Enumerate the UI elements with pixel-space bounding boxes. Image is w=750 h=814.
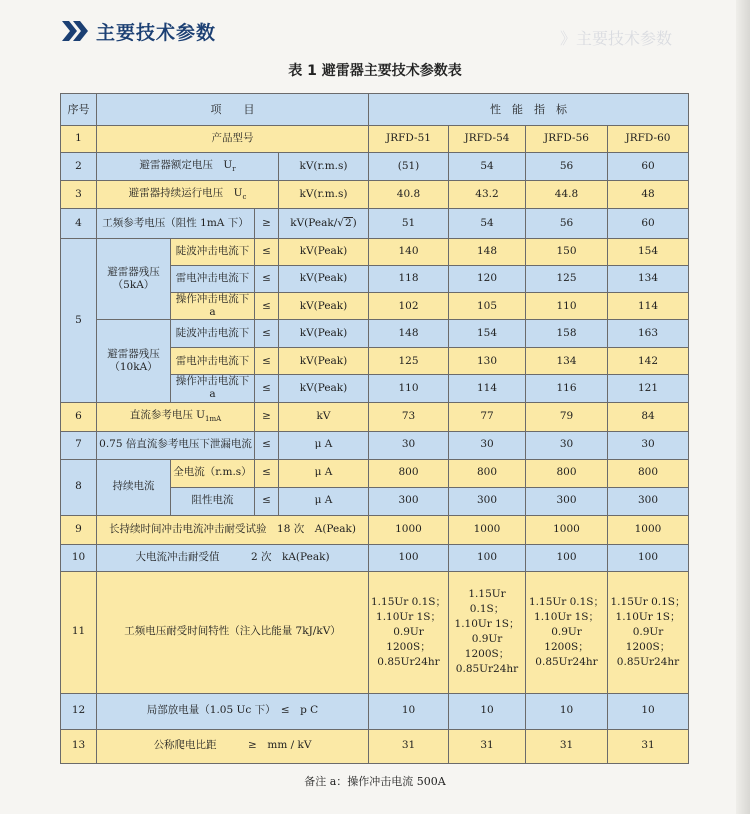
- sub-label: 阻性电流: [171, 487, 255, 515]
- value-cell: 1000: [526, 515, 608, 544]
- group-label: 避雷器残压 （10kA）: [97, 320, 171, 402]
- sub-label: 陡波冲击电流下: [171, 239, 255, 266]
- table-row: [61, 515, 689, 544]
- value-cell: 30: [449, 431, 526, 459]
- row-label: 避雷器持续运行电压 $U_c$: [97, 181, 279, 209]
- value-cell: 73: [369, 402, 449, 431]
- value-cell: 134: [608, 266, 689, 293]
- row-operator: ≤: [255, 239, 279, 266]
- bleed-through-text: 》主要技术参数: [560, 29, 673, 48]
- value-cell: 300: [608, 487, 689, 515]
- value-cell: 150: [526, 239, 608, 266]
- sub-label: 全电流（r.m.s）: [171, 459, 255, 487]
- row-operator: ≤: [255, 293, 279, 320]
- value-cell: 163: [608, 320, 689, 348]
- value-cell: 31: [608, 729, 689, 763]
- value-cell: 114: [449, 375, 526, 402]
- table-row: [61, 459, 689, 487]
- group-label: 避雷器残压 （5kA）: [97, 239, 171, 320]
- value-cell: 30: [526, 431, 608, 459]
- value-cell: 84: [608, 402, 689, 431]
- row-unit: kV(Peak): [279, 348, 369, 375]
- row-seq: 13: [61, 729, 97, 763]
- model-cell: JRFD-54: [449, 126, 526, 153]
- value-cell: 154: [608, 239, 689, 266]
- row-operator: ≤: [255, 348, 279, 375]
- row-label: 长持续时间冲击电流冲击耐受试验 18 次 A(Peak): [97, 515, 369, 544]
- row-seq: 4: [61, 209, 97, 239]
- row-unit: kV(Peak): [279, 266, 369, 293]
- value-cell: 54: [449, 209, 526, 239]
- double-chevron-icon: [62, 19, 90, 43]
- row-seq: 9: [61, 515, 97, 544]
- value-cell: 1.15Ur 0.1S； 1.10Ur 1S； 0.9Ur 1200S； 0.85Ur24hr: [526, 571, 608, 693]
- row-label: 公称爬电比距 ≥ mm / kV: [97, 729, 369, 763]
- table-title: 表 1 避雷器主要技术参数表: [288, 63, 462, 79]
- value-cell: 31: [526, 729, 608, 763]
- row-unit: kV(r.m.s): [279, 181, 369, 209]
- value-cell: 1.15Ur 0.1S； 1.10Ur 1S； 0.9Ur 1200S； 0.85Ur24hr: [449, 571, 526, 693]
- value-cell: 1000: [608, 515, 689, 544]
- row-operator: ≥: [255, 402, 279, 431]
- row-seq: 3: [61, 181, 97, 209]
- value-cell: 154: [449, 320, 526, 348]
- row-label: 0.75 倍直流参考电压下泄漏电流: [97, 431, 255, 459]
- row-label: 工频电压耐受时间特性（注入比能量 7kJ/kV）: [97, 571, 369, 693]
- value-cell: 60: [608, 209, 689, 239]
- value-cell: 110: [369, 375, 449, 402]
- value-cell: 44.8: [526, 181, 608, 209]
- value-cell: 1.15Ur 0.1S； 1.10Ur 1S； 0.9Ur 1200S； 0.85Ur24hr: [608, 571, 689, 693]
- model-cell: JRFD-56: [526, 126, 608, 153]
- value-cell: 300: [369, 487, 449, 515]
- value-cell: 800: [526, 459, 608, 487]
- tech-params-table: [60, 93, 689, 764]
- table-row: [61, 181, 689, 209]
- row-unit: kV(Peak): [279, 375, 369, 402]
- table-row: [61, 320, 689, 348]
- value-cell: 1000: [369, 515, 449, 544]
- col-seq-header: 序号: [61, 94, 97, 126]
- row-unit: kV(Peak): [279, 239, 369, 266]
- row-unit: μ A: [279, 459, 369, 487]
- value-cell: (51): [369, 153, 449, 181]
- value-cell: 60: [608, 153, 689, 181]
- value-cell: 100: [608, 544, 689, 571]
- table-row: [61, 239, 689, 266]
- row-label: 直流参考电压 $U_{1mA}$: [97, 402, 255, 431]
- page-edge: [736, 0, 750, 814]
- row-seq: 11: [61, 571, 97, 693]
- table-row: [61, 402, 689, 431]
- value-cell: 40.8: [369, 181, 449, 209]
- row-seq: 2: [61, 153, 97, 181]
- row-unit: kV(Peak): [279, 293, 369, 320]
- model-cell: JRFD-60: [608, 126, 689, 153]
- row-unit: μ A: [279, 487, 369, 515]
- row-operator: ≤: [255, 487, 279, 515]
- row-label: 产品型号: [97, 126, 369, 153]
- row-seq: 5: [61, 239, 97, 403]
- row-seq: 1: [61, 126, 97, 153]
- col-item-header: 项 目: [97, 94, 369, 126]
- row-operator: ≥: [255, 209, 279, 239]
- table-note: 备注 a：操作冲击电流 500A: [304, 775, 446, 788]
- value-cell: 125: [369, 348, 449, 375]
- sub-label: 操作冲击电流下 a: [171, 293, 255, 320]
- row-seq: 12: [61, 693, 97, 729]
- value-cell: 148: [449, 239, 526, 266]
- value-cell: 79: [526, 402, 608, 431]
- sub-label: 陡波冲击电流下: [171, 320, 255, 348]
- value-cell: 800: [449, 459, 526, 487]
- value-cell: 31: [449, 729, 526, 763]
- table-row: [61, 431, 689, 459]
- value-cell: 120: [449, 266, 526, 293]
- sub-label: 雷电冲击电流下: [171, 348, 255, 375]
- table-row: [61, 544, 689, 571]
- value-cell: 100: [526, 544, 608, 571]
- value-cell: 51: [369, 209, 449, 239]
- value-cell: 116: [526, 375, 608, 402]
- value-cell: 800: [608, 459, 689, 487]
- value-cell: 142: [608, 348, 689, 375]
- value-cell: 300: [449, 487, 526, 515]
- row-label: 避雷器额定电压 $U_r$: [97, 153, 279, 181]
- value-cell: 121: [608, 375, 689, 402]
- value-cell: 300: [526, 487, 608, 515]
- row-unit: kV: [279, 402, 369, 431]
- value-cell: 110: [526, 293, 608, 320]
- value-cell: 130: [449, 348, 526, 375]
- table-row: [61, 729, 689, 763]
- table-row: [61, 209, 689, 239]
- value-cell: 30: [369, 431, 449, 459]
- table-row: [61, 126, 689, 153]
- row-operator: ≤: [255, 431, 279, 459]
- row-unit: kV(Peak): [279, 320, 369, 348]
- value-cell: 54: [449, 153, 526, 181]
- row-operator: ≤: [255, 375, 279, 402]
- section-title: 主要技术参数: [96, 21, 217, 44]
- value-cell: 77: [449, 402, 526, 431]
- value-cell: 48: [608, 181, 689, 209]
- value-cell: 140: [369, 239, 449, 266]
- table-row: [61, 693, 689, 729]
- row-seq: 6: [61, 402, 97, 431]
- value-cell: 100: [369, 544, 449, 571]
- row-operator: ≤: [255, 320, 279, 348]
- value-cell: 10: [369, 693, 449, 729]
- table-row: [61, 153, 689, 181]
- value-cell: 10: [526, 693, 608, 729]
- row-operator: ≤: [255, 459, 279, 487]
- row-seq: 8: [61, 459, 97, 515]
- value-cell: 43.2: [449, 181, 526, 209]
- group-label: 持续电流: [97, 459, 171, 515]
- row-unit: μ A: [279, 431, 369, 459]
- section-header: [62, 14, 216, 48]
- row-label: 局部放电量（1.05 Uc 下） ≤ p C: [97, 693, 369, 729]
- value-cell: 102: [369, 293, 449, 320]
- value-cell: 31: [369, 729, 449, 763]
- value-cell: 105: [449, 293, 526, 320]
- value-cell: 56: [526, 153, 608, 181]
- value-cell: 114: [608, 293, 689, 320]
- value-cell: 125: [526, 266, 608, 293]
- row-seq: 10: [61, 544, 97, 571]
- table-row: [61, 571, 689, 693]
- table-header-row: [61, 94, 689, 126]
- row-label: 工频参考电压（阻性 1mA 下）: [97, 209, 255, 239]
- sqrt-symbol: √2: [337, 216, 352, 229]
- value-cell: 118: [369, 266, 449, 293]
- value-cell: 10: [608, 693, 689, 729]
- row-unit: kV(Peak/√2): [279, 209, 369, 239]
- row-seq: 7: [61, 431, 97, 459]
- row-operator: ≤: [255, 266, 279, 293]
- value-cell: 56: [526, 209, 608, 239]
- value-cell: 1000: [449, 515, 526, 544]
- value-cell: 1.15Ur 0.1S； 1.10Ur 1S； 0.9Ur 1200S； 0.85Ur24hr: [369, 571, 449, 693]
- value-cell: 158: [526, 320, 608, 348]
- model-cell: JRFD-51: [369, 126, 449, 153]
- row-unit: kV(r.m.s): [279, 153, 369, 181]
- value-cell: 30: [608, 431, 689, 459]
- sub-label: 雷电冲击电流下: [171, 266, 255, 293]
- col-perf-header: 性 能 指 标: [369, 94, 689, 126]
- value-cell: 134: [526, 348, 608, 375]
- value-cell: 100: [449, 544, 526, 571]
- sub-label: 操作冲击电流下 a: [171, 375, 255, 402]
- row-label: 大电流冲击耐受值 2 次 kA(Peak): [97, 544, 369, 571]
- value-cell: 148: [369, 320, 449, 348]
- value-cell: 800: [369, 459, 449, 487]
- value-cell: 10: [449, 693, 526, 729]
